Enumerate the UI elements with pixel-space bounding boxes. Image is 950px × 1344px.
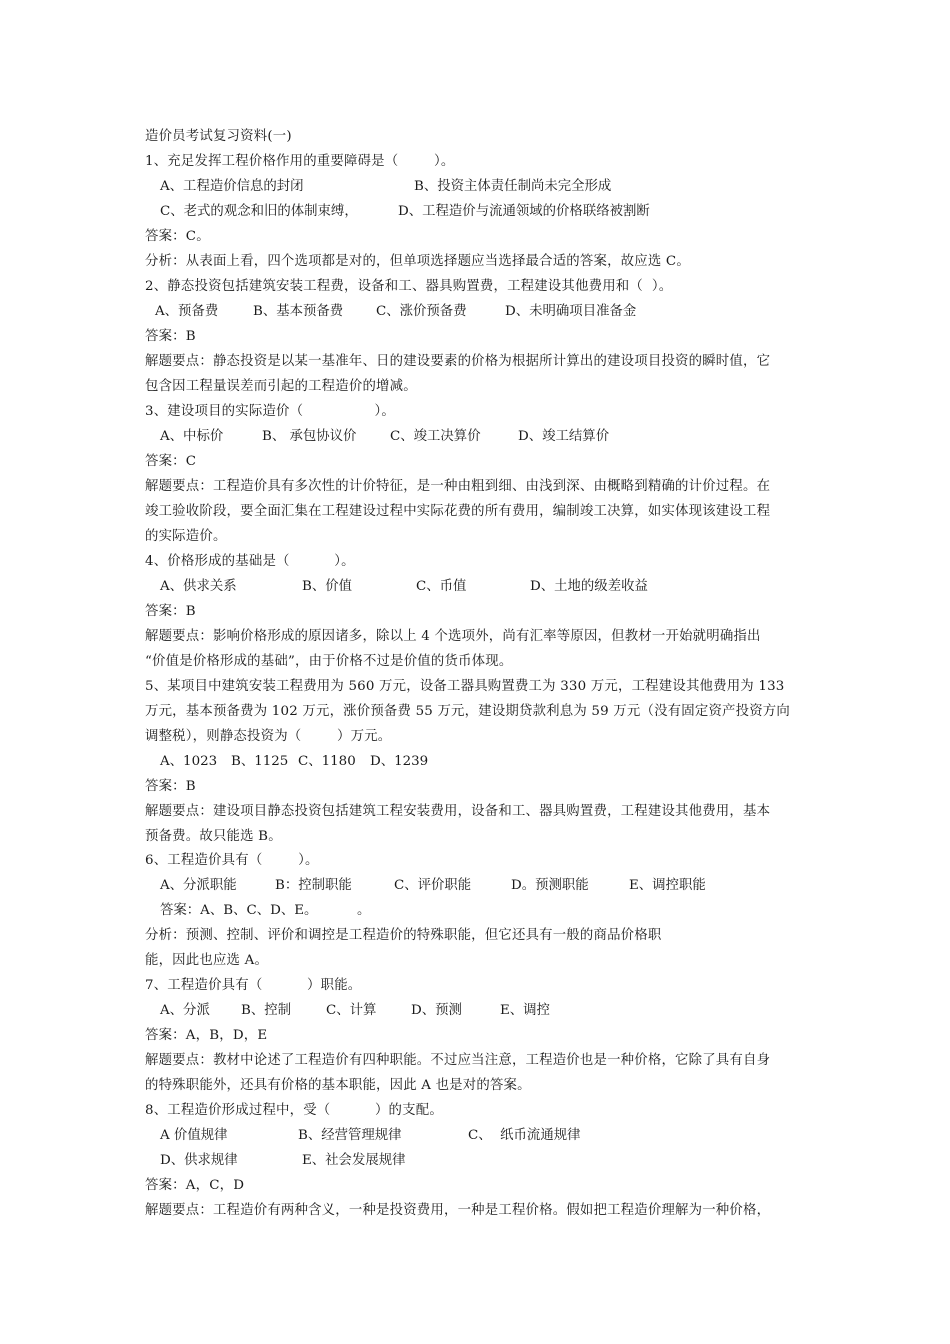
q1-option-a: A、工程造价信息的封闭	[160, 179, 304, 194]
q5-option-d: D、1239	[370, 754, 429, 769]
q3-answer: 答案：C	[145, 454, 197, 469]
q2-answer: 答案：B	[145, 329, 196, 344]
q1-analysis-line: 分析：从表面上看，四个选项都是对的，但单项选择题应当选择最合适的答案，故应选 C。	[145, 254, 690, 269]
q3-option-b: B、 承包协议价	[262, 429, 357, 444]
q2-analysis-line: 包含因工程量误差而引起的工程造价的增减。	[145, 379, 417, 394]
q6-option-e: E、调控职能	[629, 878, 706, 893]
q8-option-e: E、社会发展规律	[302, 1153, 406, 1168]
question-2: 2、静态投资包括建筑安装工程费，设备和工、器具购置费，工程建设其他费用和（ ）。	[145, 279, 673, 294]
q1-option-c: C、老式的观念和旧的体制束缚，	[160, 204, 358, 219]
q3-analysis-line: 解题要点：工程造价具有多次性的计价特征，是一种由粗到细、由浅到深、由概略到精确的计价过程。在	[145, 479, 771, 494]
q2-option-d: D、未明确项目准备金	[505, 304, 637, 319]
question-3: 3、建设项目的实际造价（ ）。	[145, 404, 396, 419]
q6-analysis-line: 分析：预测、控制、评价和调控是工程造价的特殊职能，但它还具有一般的商品价格职	[145, 928, 662, 943]
q6-option-d: D。预测职能	[511, 878, 589, 893]
q5-option-c: C、1180	[298, 754, 356, 769]
q4-answer: 答案：B	[145, 604, 196, 619]
q8-option-d: D、供求规律	[160, 1153, 238, 1168]
q4-option-c: C、币值	[416, 579, 467, 594]
q2-option-c: C、涨价预备费	[376, 304, 467, 319]
q7-analysis-line: 解题要点：教材中论述了工程造价有四种职能。不过应当注意，工程造价也是一种价格，它除了具有自身	[145, 1053, 771, 1068]
question-7: 7、工程造价具有（ ）职能。	[145, 978, 362, 993]
q3-analysis-line: 竣工验收阶段，要全面汇集在工程建设过程中实际花费的所有费用，编制竣工决算，如实体现该建设工程	[145, 504, 771, 519]
q7-option-e: E、调控	[500, 1003, 550, 1018]
question-6: 6、工程造价具有（ ）。	[145, 853, 319, 868]
q4-analysis-line: 解题要点：影响价格形成的原因诸多，除以上 4 个选项外，尚有汇率等原因，但教材一开始就明确指出	[145, 629, 761, 644]
question-4: 4、价格形成的基础是（ ）。	[145, 554, 355, 569]
q2-option-b: B、基本预备费	[253, 304, 344, 319]
q4-option-a: A、供求关系	[160, 579, 237, 594]
q8-answer: 答案：A，C，D	[145, 1178, 245, 1193]
question-5-line: 5、某项目中建筑安装工程费用为 560 万元，设备工器具购置费工为 330 万元，工程建设其他费用为 133	[145, 679, 785, 694]
q6-option-c: C、评价职能	[394, 878, 472, 893]
q5-answer: 答案：B	[145, 779, 196, 794]
q6-option-a: A、分派职能	[160, 878, 237, 893]
q7-analysis-line: 的特殊职能外，还具有价格的基本职能，因此 A 也是对的答案。	[145, 1078, 531, 1093]
q8-option-c: C、 纸币流通规律	[468, 1128, 581, 1143]
q6-answer-tail: 。	[357, 903, 371, 918]
question-8: 8、工程造价形成过程中，受（ ）的支配。	[145, 1103, 443, 1118]
q7-option-c: C、计算	[326, 1003, 377, 1018]
q8-option-b: B、经营管理规律	[298, 1128, 402, 1143]
q1-option-b: B、投资主体责任制尚未完全形成	[414, 179, 612, 194]
q3-analysis-line: 的实际造价。	[145, 529, 227, 544]
q7-option-d: D、预测	[411, 1003, 462, 1018]
q6-answer: 答案：A、B、C、D、E。	[160, 903, 318, 918]
q7-answer: 答案：A，B，D，E	[145, 1028, 268, 1043]
q2-option-a: A、预备费	[155, 304, 219, 319]
q4-option-b: B、价值	[302, 579, 353, 594]
question-1: 1、充足发挥工程价格作用的重要障碍是（ ）。	[145, 154, 455, 169]
q6-option-b: B：控制职能	[275, 878, 352, 893]
q1-option-d: D、工程造价与流通领域的价格联络被割断	[398, 204, 650, 219]
q7-option-a: A、分派	[160, 1003, 210, 1018]
q1-answer: 答案：C。	[145, 229, 210, 244]
q5-option-b: B、1125	[231, 754, 289, 769]
q5-option-a: A、1023	[160, 754, 218, 769]
question-5-line: 调整税），则静态投资为（ ）万元。	[145, 729, 392, 744]
q8-analysis-line: 解题要点：工程造价有两种含义，一种是投资费用，一种是工程价格。假如把工程造价理解为一种价格，	[145, 1203, 771, 1218]
question-5-line: 万元，基本预备费为 102 万元，涨价预备费 55 万元，建设期贷款利息为 59 万元（没有固定资产投资方向	[145, 704, 790, 719]
q3-option-c: C、竣工决算价	[390, 429, 481, 444]
q4-analysis-line: “价值是价格形成的基础”，由于价格不过是价值的货币体现。	[145, 654, 513, 669]
q2-analysis-line: 解题要点：静态投资是以某一基准年、日的建设要素的价格为根据所计算出的建设项目投资的瞬时值，它	[145, 354, 771, 369]
q3-option-a: A、中标价	[160, 429, 224, 444]
document-title: 造价员考试复习资料(一)	[145, 129, 292, 144]
q5-analysis-line: 解题要点：建设项目静态投资包括建筑工程安装费用，设备和工、器具购置费，工程建设其他费用，基本	[145, 804, 771, 819]
q5-analysis-line: 预备费。故只能选 B。	[145, 829, 282, 844]
q6-analysis-line: 能，因此也应选 A。	[145, 953, 269, 968]
q3-option-d: D、竣工结算价	[518, 429, 610, 444]
q7-option-b: B、控制	[241, 1003, 292, 1018]
q4-option-d: D、土地的级差收益	[530, 579, 648, 594]
q8-option-a: A 价值规律	[160, 1128, 228, 1143]
